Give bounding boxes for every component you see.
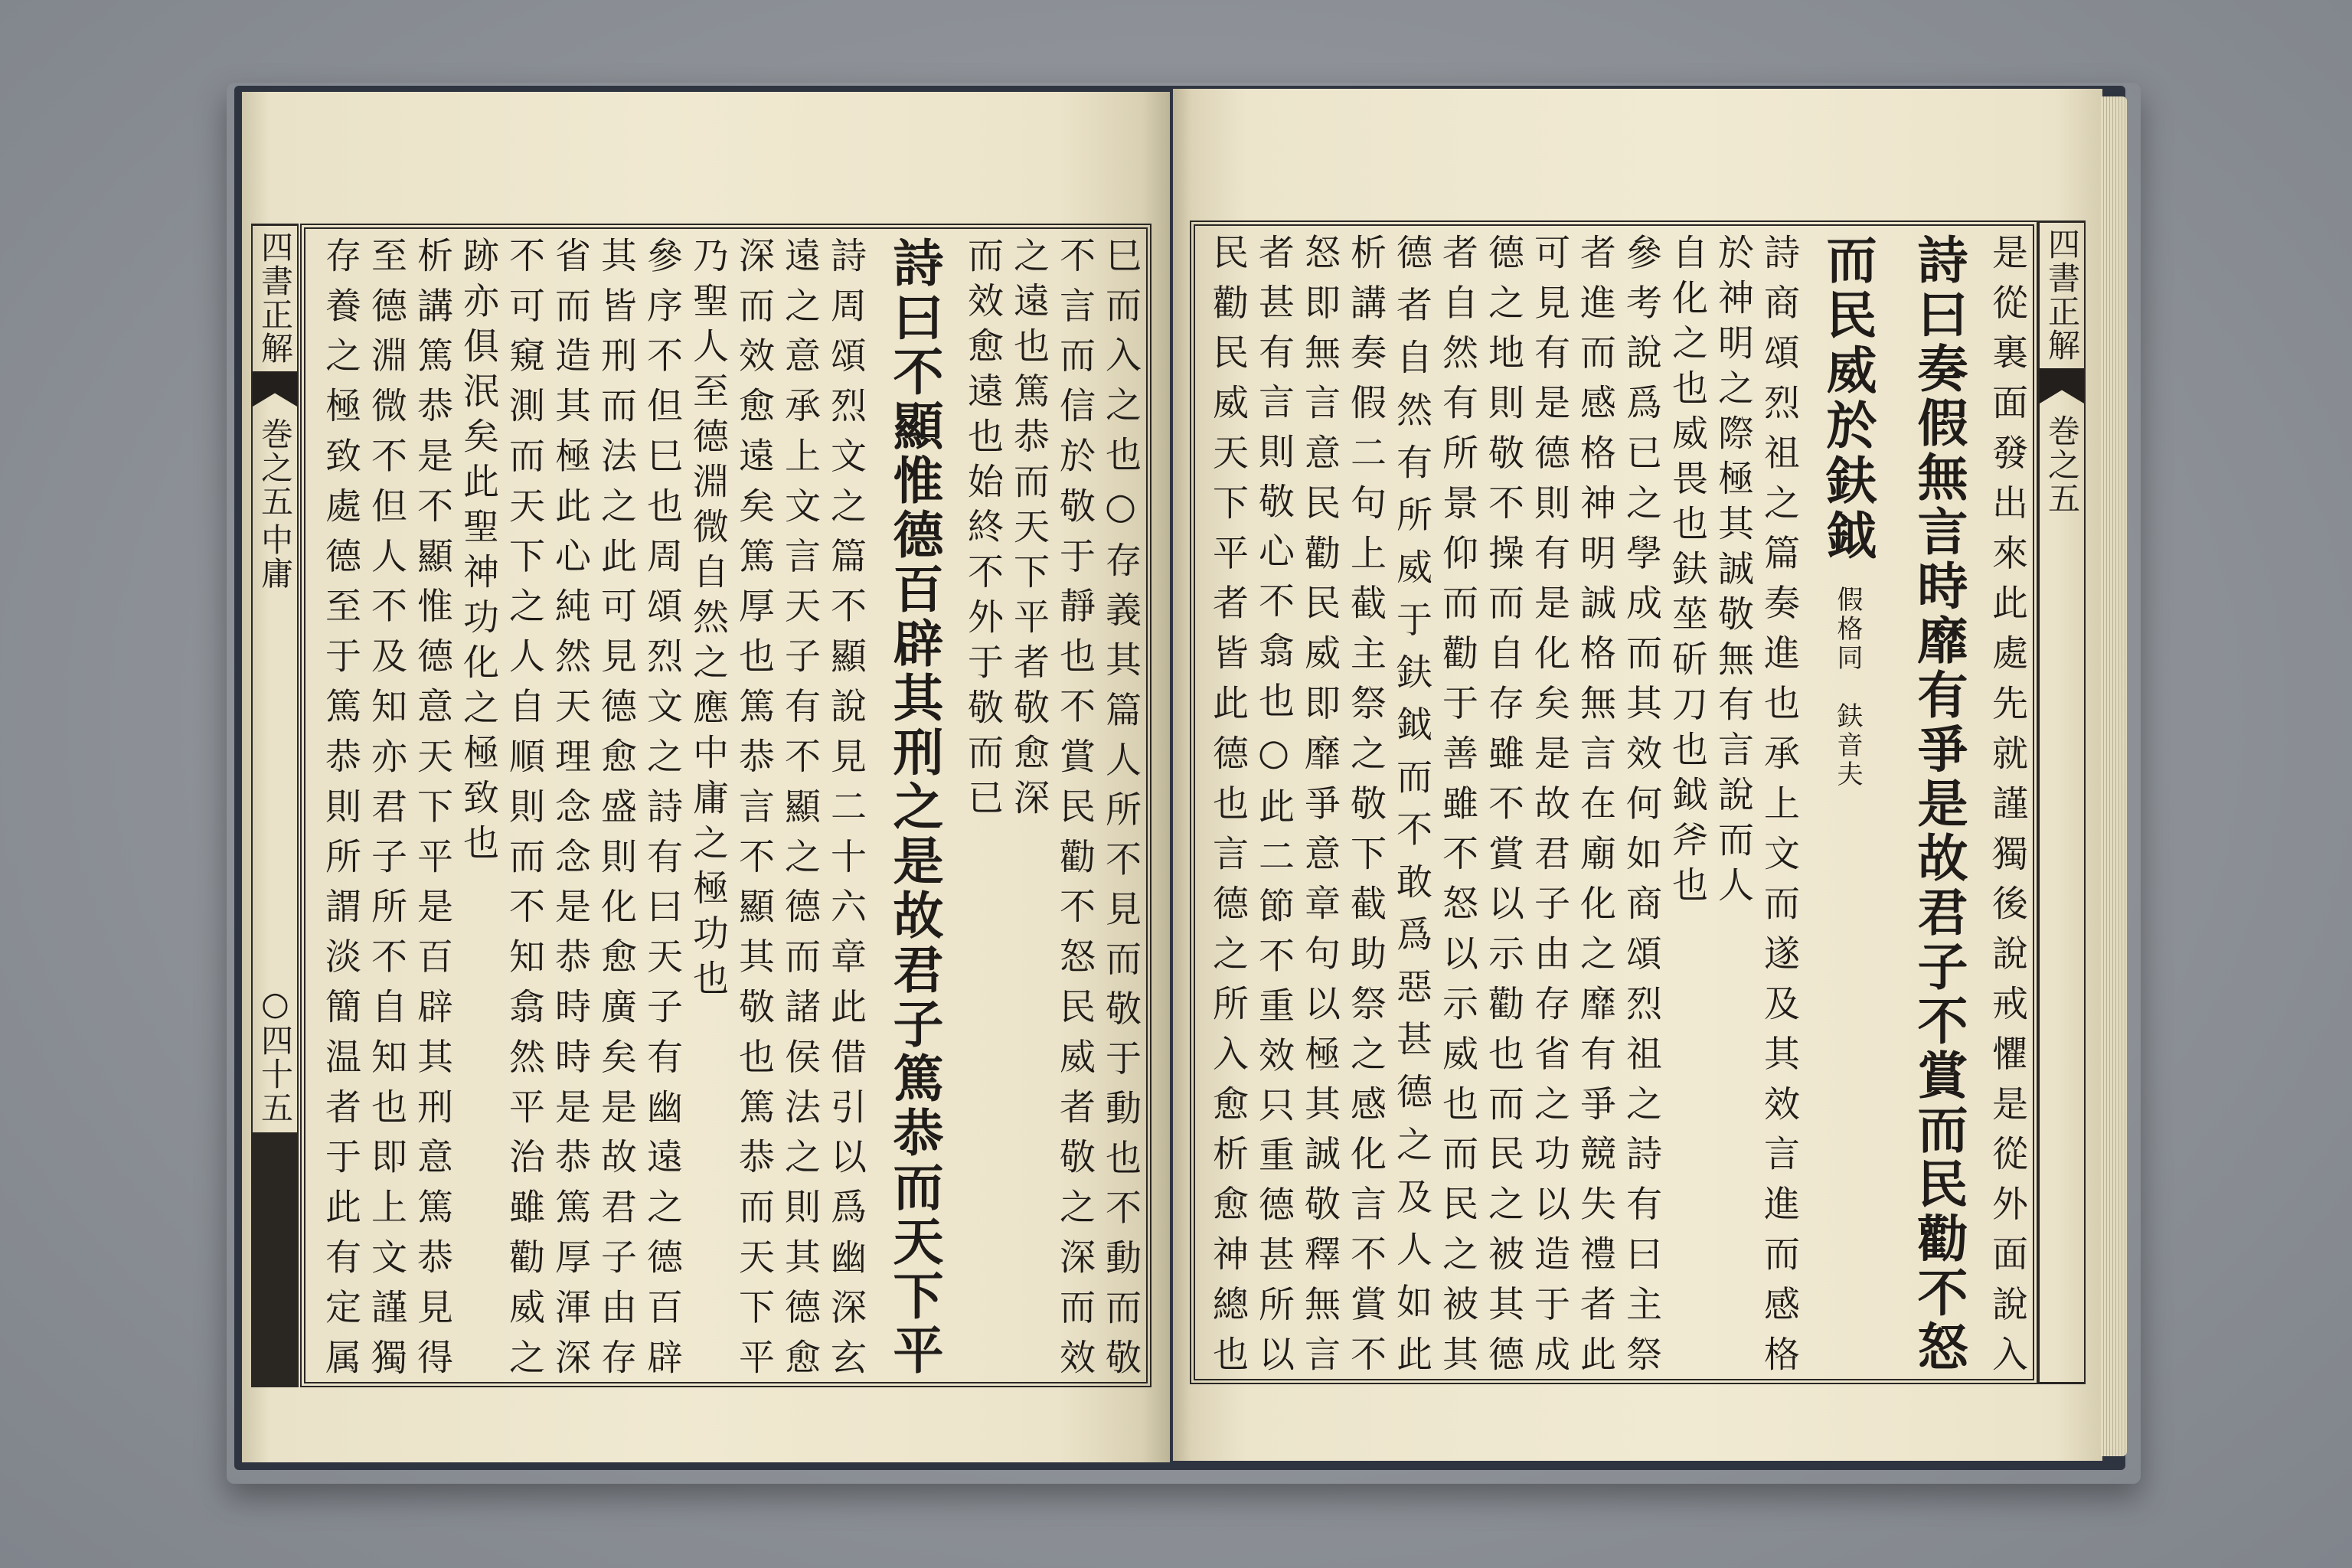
column-text: 析講篤恭是不顯惟德意天下平是百辟其刑意篤恭見得 [411, 237, 453, 1374]
commentary-column [1005, 237, 1051, 1374]
commentary-column [1097, 237, 1143, 1374]
commentary-column [1480, 234, 1526, 1371]
commentary-column [822, 237, 868, 1374]
commentary-column [1434, 234, 1480, 1371]
column-text: 遠之意承上文言天子有不顯之德而諸侯法之則其德愈 [779, 237, 821, 1374]
column-text: 可見有是德則有是化矣是故君子由存省之功以造于成 [1528, 234, 1570, 1371]
fish-tail-mark [2040, 368, 2084, 403]
column-text: 深而效愈遠矣篤厚也篤恭言不顯其敬也篤恭而天下平 [733, 237, 775, 1374]
main-text-column [1802, 234, 1893, 1371]
commentary-column [547, 237, 593, 1374]
right-text-frame [1190, 220, 2038, 1384]
section-label: 中庸 [256, 523, 294, 590]
main-text-column [868, 237, 959, 1374]
column-text: 者自然有所景仰而勸于善雖不怒以示威也而民之被其 [1436, 234, 1478, 1371]
left-text-columns [309, 237, 1143, 1374]
column-text: 其皆刑而法之此可見德愈盛則化愈廣矣是故君子由存 [595, 237, 637, 1374]
commentary-column [639, 237, 684, 1374]
commentary-column [501, 237, 547, 1374]
right-text-columns [1198, 234, 2030, 1371]
column-text: 詩商頌烈祖之篇奏進也承上文而遂及其效言進而感格 [1758, 234, 1800, 1371]
main-text-column [1893, 234, 1984, 1371]
column-text: 自化之也威畏也鈇莝斫刀也鉞斧也 [1666, 234, 1708, 911]
column-text: 而民威於鈇鉞 [1818, 234, 1877, 564]
column-text: 參考說爲已之學成而其效何如商頌烈祖之詩有曰主祭 [1620, 234, 1662, 1371]
column-text: 詩曰奏假無言時靡有爭是故君子不賞而民勸不怒 [1909, 234, 1968, 1371]
commentary-column [1250, 234, 1296, 1371]
right-page-margin-column [2038, 220, 2086, 1384]
left-page [242, 92, 1170, 1462]
commentary-column [409, 237, 455, 1374]
commentary-column [1051, 237, 1097, 1374]
page-number: ○四十五 [256, 985, 294, 1125]
column-text: 民勸民威天下平者皆此德也言德之所入愈析愈神總也 [1207, 234, 1249, 1371]
right-page [1173, 89, 2102, 1461]
commentary-column [684, 237, 730, 1374]
reading-note: 假格同 鈇音夫 [1832, 586, 1863, 789]
commentary-column [1984, 234, 2030, 1371]
book-title: 四書正解 [2043, 227, 2081, 362]
column-text: 詩周頌烈文之篇不顯說見二十六章此借引以爲幽深玄 [825, 237, 867, 1374]
commentary-column [1204, 234, 1250, 1371]
column-text: 乃聖人至德淵微自然之應中庸之極功也 [687, 237, 729, 1004]
column-text: 參序不但巳也周頌烈文之詩有曰天子有幽遠之德百辟 [641, 237, 683, 1374]
commentary-column [1388, 234, 1434, 1371]
column-text: 跡亦俱泯矣此聖神功化之極致也 [457, 237, 499, 869]
column-text: 之遠也篤恭而天下平者敬愈深 [1008, 237, 1050, 824]
column-text: 不可窺測而天下之人自順則而不知翕然平治雖勸威之 [503, 237, 545, 1374]
commentary-column [959, 237, 1005, 1374]
commentary-column [1526, 234, 1572, 1371]
column-text: 巳而入之也○存義其篇人所不見而敬于動也不動而敬 [1099, 237, 1142, 1374]
column-text: 不言而信於敬于靜也不賞民勸不怒民威者敬之深而效 [1054, 237, 1096, 1374]
commentary-column [1756, 234, 1802, 1371]
column-text: 是從裏面發出來此處先就謹獨後說戒懼是從外面說入 [1986, 234, 2028, 1371]
column-text: 者進而感格神明誠格無言在廟化之靡有爭競失禮者此 [1574, 234, 1616, 1371]
column-text: 怒即無言意民勸民威即靡爭意章句以極其誠敬釋無言 [1298, 234, 1341, 1371]
commentary-column [1664, 234, 1710, 1371]
commentary-column [317, 237, 363, 1374]
left-page-margin-column [251, 224, 299, 1387]
book-title: 四書正解 [256, 230, 294, 365]
commentary-column [455, 237, 501, 1374]
column-text: 存養之極致處德至于篤恭則所謂淡簡温者于此有定属 [319, 237, 361, 1374]
volume-label: 巻之五 [2043, 414, 2081, 515]
commentary-column [730, 237, 776, 1374]
commentary-column [1618, 234, 1664, 1371]
volume-label: 巻之五 [256, 417, 294, 518]
commentary-column [1572, 234, 1618, 1371]
fish-tail-mark [253, 371, 297, 407]
commentary-column [363, 237, 409, 1374]
column-text: 德者自然有所威于鈇鉞而不敢爲惡甚德之及人如此 [1390, 234, 1432, 1371]
commentary-column [1710, 234, 1756, 1371]
column-text: 者甚有言則敬心不翕也○此二節不重效只重德甚所以 [1253, 234, 1295, 1371]
column-text: 詩曰不顯惟德百辟其刑之是故君子篤恭而天下平 [884, 237, 944, 1374]
commentary-column [593, 237, 639, 1374]
commentary-column [776, 237, 822, 1374]
column-text: 析講奏假二句上截主祭之敬下截助祭之感化言不賞不 [1344, 234, 1387, 1371]
column-text: 至德淵微不但人不及知亦君子所不自知也即上文謹獨 [365, 237, 407, 1374]
page-edges [2101, 96, 2127, 1456]
column-text: 而效愈遠也始終不外于敬而已 [962, 237, 1004, 824]
commentary-column [1342, 234, 1388, 1371]
column-text: 德之地則敬不操而自存雖不賞以示勸也而民之被其德 [1482, 234, 1524, 1371]
left-text-frame [300, 224, 1152, 1387]
column-text: 省而造其極此心純然天理念念是恭時時是恭篤厚渾深 [549, 237, 591, 1374]
margin-ink-block [253, 1132, 297, 1385]
column-text: 於神明之際極其誠敬無有言說而人 [1712, 234, 1754, 911]
commentary-column [1296, 234, 1342, 1371]
